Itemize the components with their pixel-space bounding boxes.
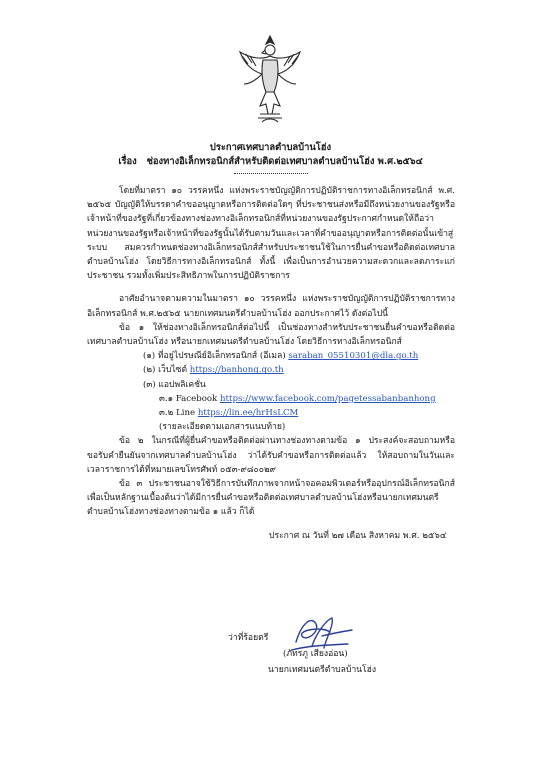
document-title: ประกาศเทศบาลตำบลบ้านโฮ่ง [209,142,332,153]
signer-rank: ว่าที่ร้อยตรี [228,633,269,643]
clause-1: ข้อ ๑ ให้ช่องทางอิเล็กทรอนิกส์ต่อไปนี้ เป็นช่องทางสำหรับประชาชนยื่นคำขอหรือติดต่อเทศบาลตำบลบ้านโฮ่ง หรือนายกเทศมนตรีตำบลบ้านโฮ่ง โดยวิธีการทางอิเล็กทรอนิกส์ [87,322,455,348]
garuda-emblem-icon [236,30,304,126]
email-link[interactable]: saraban_05510301@dla.go.th [288,351,419,362]
authority-paragraph: อาศัยอำนาจตามความในมาตรา ๑๐ วรรคหนึ่ง แห่งพระราชบัญญัติการปฏิบัติราชการทางอิเล็กทรอนิกส์ พ.ศ.๒๕๖๕ นายกเทศมนตรีตำบลบ้านโฮ่ง ออกประกาศไว้ ดังต่อไปนี้ [87,294,455,319]
document-body [87,184,455,543]
channel-email [87,349,455,363]
signer-name: (ภัทรภู เสียงอ่อน) [283,649,348,659]
channel-email-label: (๑) ที่อยู่ไปรษณีย์อิเล็กทรอนิกส์ (อีเมล) [143,351,286,362]
title-divider [234,173,308,174]
channel-facebook-label: ๓.๑ Facebook [159,393,218,404]
signer-position: นายกเทศมนตรีตำบลบ้านโฮ่ง [268,665,377,675]
clause-3: ข้อ ๓ ประชาชนอาจใช้วิธีการบันทึกภาพจากหน้าจอคอมพิวเตอร์หรืออุปกรณ์อิเล็กทรอนิกส์ เพื่อเป็นหลักฐานเบื้องต้นว่าได้มีการยื่นคำขอหรือติดต่อเทศบาลตำบลบ้านโฮ่งหรือนายกเทศมนตรีตำบลบ้านโฮ่งทางช่องทางตามข้อ ๑ แล้ว ก็ได้ [87,479,455,518]
website-link[interactable]: https://banhong.go.th [189,365,284,376]
subject-label: เรื่อง [118,156,137,167]
document-subject-line [0,155,541,168]
subject-text: ช่องทางอิเล็กทรอนิกส์สำหรับติดต่อเทศบาลตำบลบ้านโฮ่ง พ.ศ.๒๕๖๔ [146,156,423,167]
attachment-note: (รายละเอียดตามเอกสารแนบท้าย) [159,422,286,433]
preamble-paragraph: โดยที่มาตรา ๑๐ วรรคหนึ่ง แห่งพระราชบัญญัติการปฏิบัติราชการทางอิเล็กทรอนิกส์ พ.ศ. ๒๕๖๕ บัญญัติให้บรรดาคำขออนุญาตหรือการติดต่อใดๆ ที่ประชาชนส่งหรือมีถึงหน่วยงานของรัฐหรือเจ้าหน้าที่ของรัฐที่เกี่ยวข้องทางช่องทางอิเล็กทรอนิกส์ที่หน่วยงานของรัฐประกาศกำหนดให้ถือว่าหน่วยงานของรัฐหรือเจ้าหน้าที่ของรัฐนั้นได้รับตามวันและเวลาที่คำขออนุญาตหรือการติดต่อนั้นเข้าสู่ระบบ สมควรกำหนดช่องทางอิเล็กทรอนิกส์สำหรับประชาชนใช้ในการยื่นคำขอหรือติดต่อเทศบาลตำบลบ้านโฮ่ง โดยวิธีการทางอิเล็กทรอนิกส์ ทั้งนี้ เพื่อเป็นการอำนวยความสะดวกและลดภาระแก่ประชาชน รวมทั้งเพิ่มประสิทธิภาพในการปฏิบัติราชการ [87,186,455,282]
clause-2: ข้อ ๒ ในกรณีที่ผู้ยื่นคำขอหรือติดต่อผ่านทางช่องทางตามข้อ ๑ ประสงค์จะสอบถามหรือขอรับคำยืนยันจากเทศบาลตำบลบ้านโฮ่ง ว่าได้รับคำขอหรือการติดต่อแล้ว ให้สอบถามในวันและเวลาราชการได้ที่หมายเลขโทรศัพท์ ๐๕๓-๙๘๐๐๒๙ [87,436,455,475]
channel-website-label: (๒) เว็บไซต์ [143,365,188,376]
channel-website [87,363,455,377]
signature-block [0,612,541,712]
channel-line [87,406,455,420]
channel-application: (๓) แอปพลิเคชั่น [143,379,206,390]
channel-line-label: ๓.๒ Line [159,408,196,419]
channel-facebook [87,392,455,406]
line-link[interactable]: https://lin.ee/hrHsLCM [197,408,299,419]
announcement-date: ประกาศ ณ วันที่ ๒๗ เดือน สิงหาคม พ.ศ. ๒๕๖๔ [269,530,447,541]
facebook-link[interactable]: https://www.facebook.com/pagetessabanbanhong [220,393,436,404]
